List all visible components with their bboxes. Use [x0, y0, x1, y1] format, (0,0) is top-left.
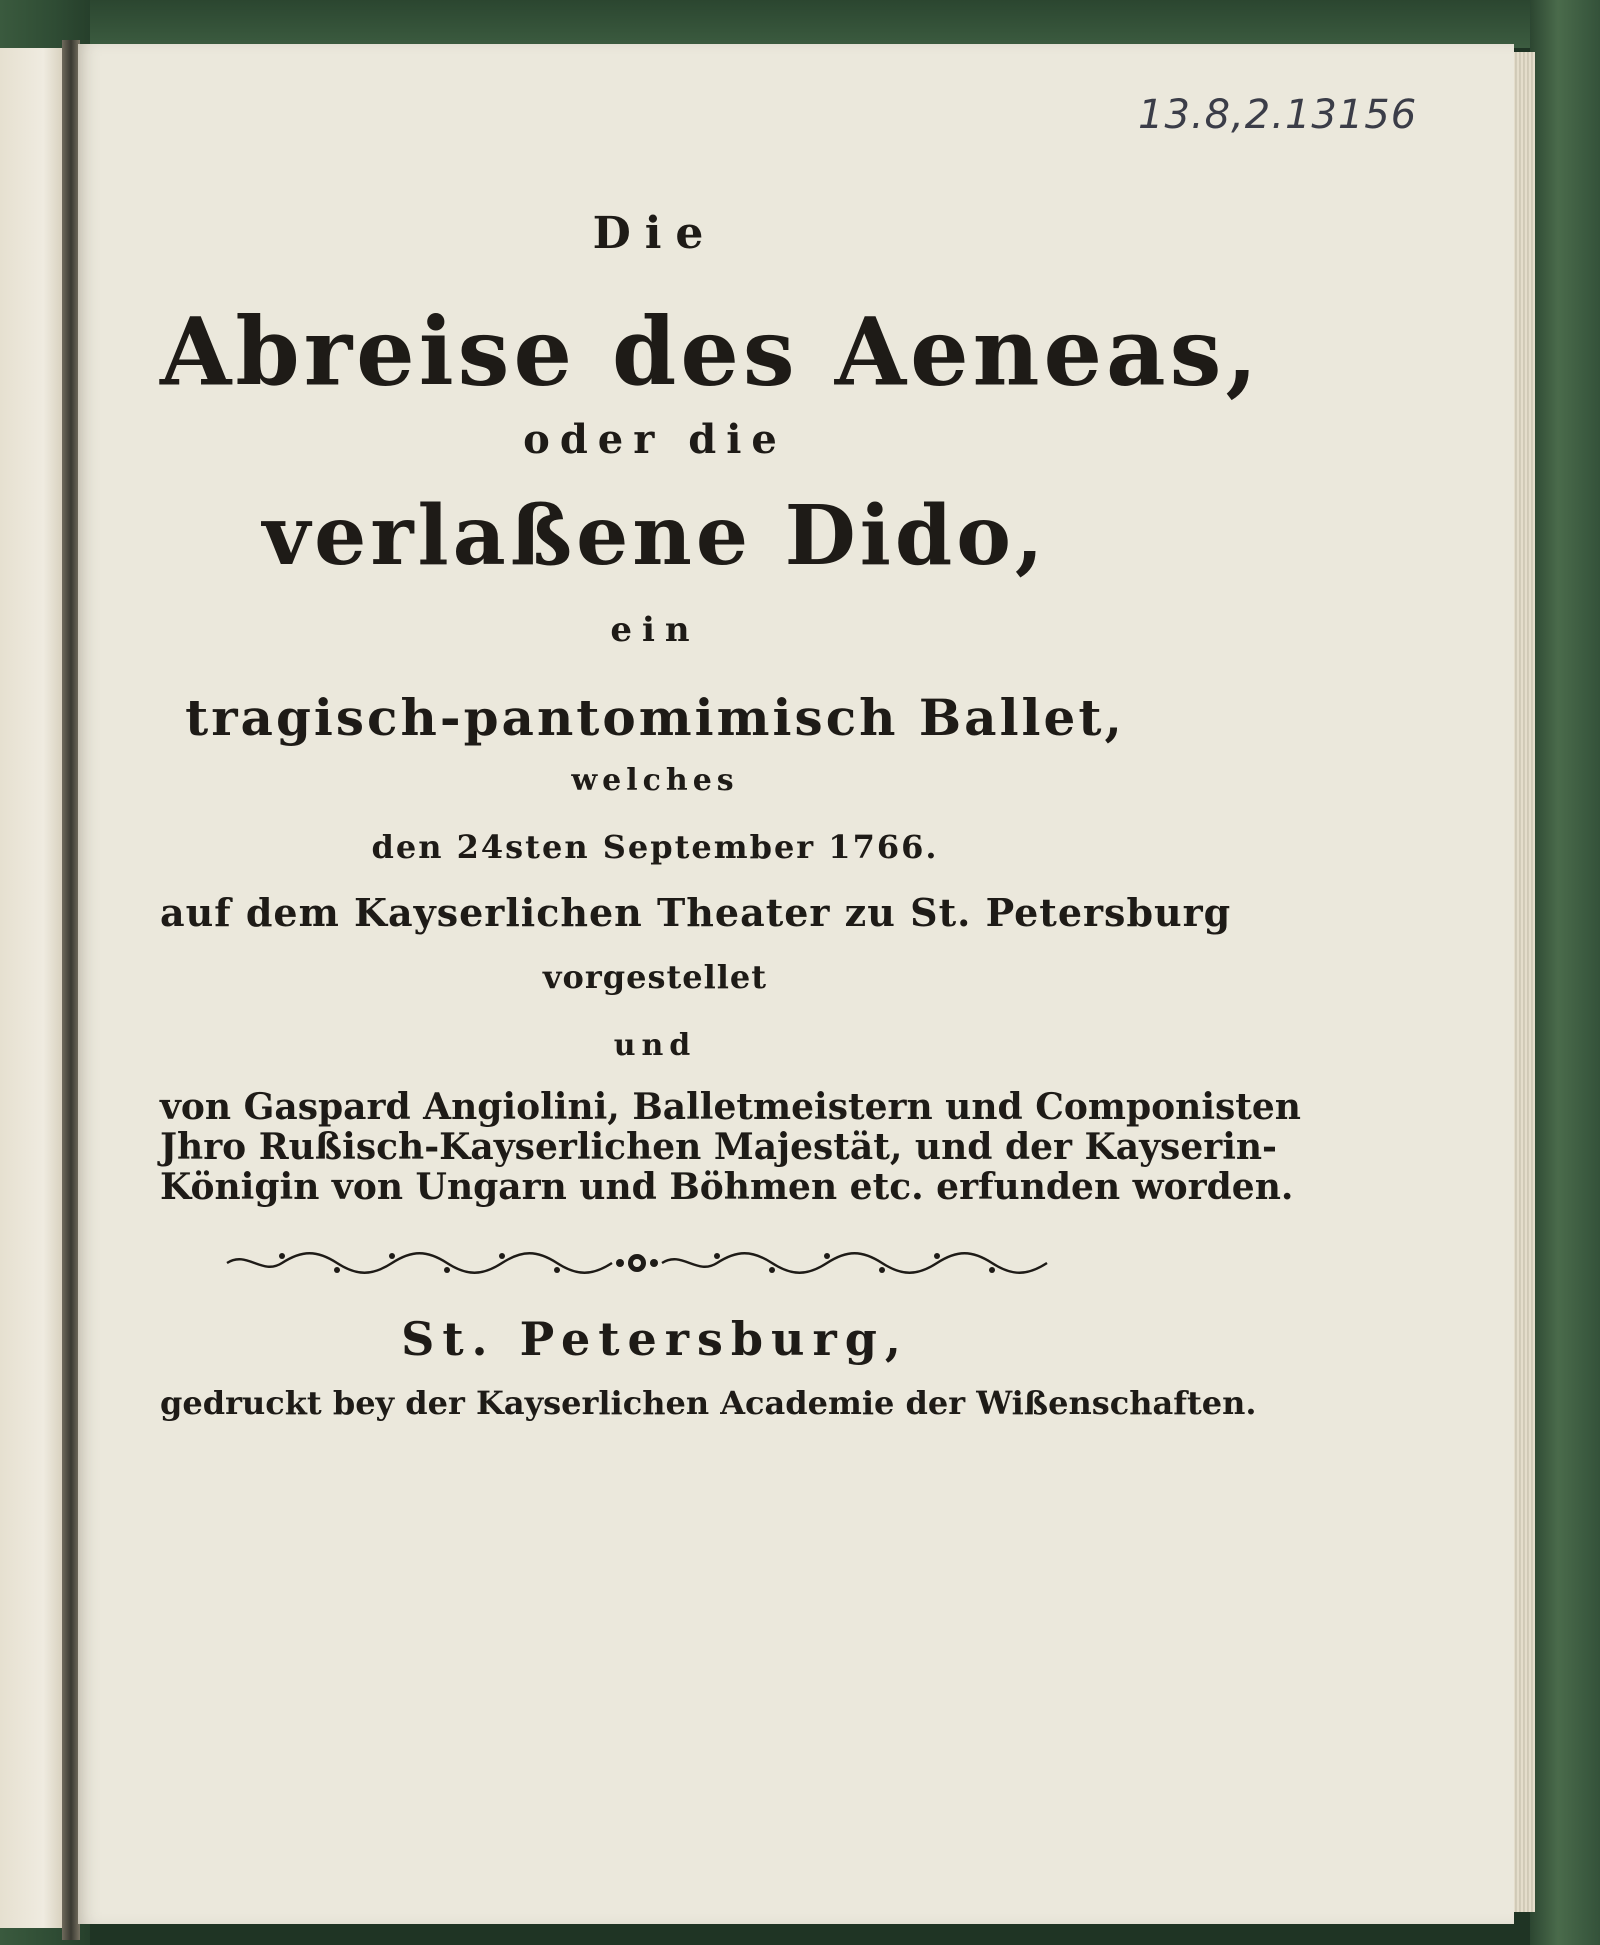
subtitle: verlaßene Dido, [262, 488, 1048, 584]
author-line-1: von Gaspard Angiolini, Balletmeistern und Componisten [160, 1086, 1301, 1128]
imprint-place: St. Petersburg, [401, 1312, 909, 1366]
author-line-2: Jhro Rußisch-Kayserlichen Majestät, und der Kayserin- [160, 1126, 1277, 1168]
main-title: Abreise des Aeneas, [160, 296, 1262, 408]
performance-date: den 24sten September 1766. [371, 828, 939, 866]
accession-number: 13.8,2.13156 [1138, 92, 1418, 138]
binding-top-edge [0, 0, 1600, 48]
title-line-vorgestellet: vorgestellet [542, 958, 768, 996]
title-line-welches: welches [571, 763, 739, 798]
title-line-die: Die [592, 208, 718, 259]
author-line-3: Königin von Ungarn und Böhmen etc. erfunden worden. [160, 1166, 1294, 1208]
genre-line: tragisch-pantomimisch Ballet, [185, 688, 1125, 747]
binding-right-edge [1530, 0, 1600, 1945]
imprint-printer: gedruckt bey der Kayserlichen Academie der Wißenschaften. [160, 1384, 1257, 1422]
performance-venue: auf dem Kayserlichen Theater zu St. Petersburg [160, 890, 1232, 935]
facing-page-edge [0, 48, 64, 1928]
floral-vine-ornament-icon [222, 1250, 1052, 1276]
title-line-oder: oder die [523, 416, 787, 463]
title-line-ein: ein [610, 610, 700, 650]
page-edges-stack [1512, 52, 1535, 1912]
title-line-und: und [613, 1028, 697, 1063]
